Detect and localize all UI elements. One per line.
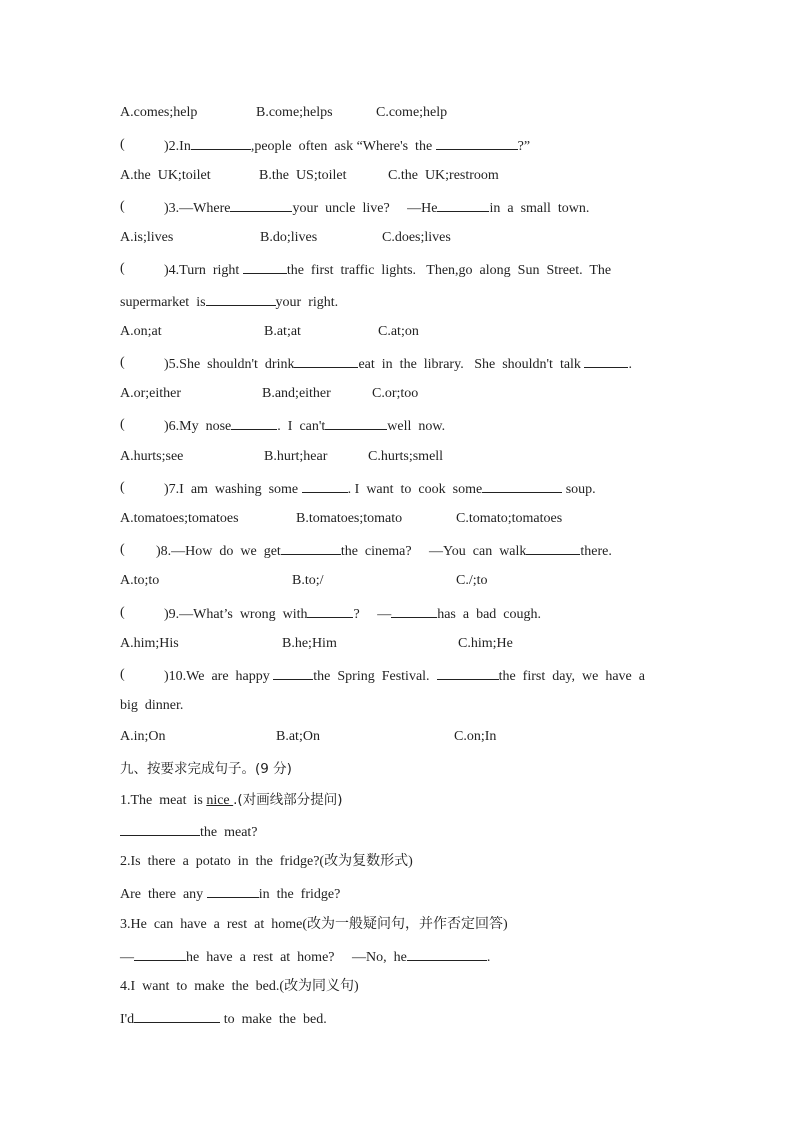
fill-blank[interactable] — [191, 136, 251, 150]
sentence-3 — [120, 916, 508, 934]
option-c: C.tomato;tomatoes — [456, 511, 563, 526]
question-10-continued — [120, 697, 184, 715]
option-c: C.at;on — [378, 324, 419, 339]
answer-paren: ( — [120, 137, 125, 152]
sentence-text: 2.Is there a potato in the fridge?(改为复数形式) — [120, 854, 413, 869]
question-text: )7.I am washing some . I want to cook some soup. — [164, 479, 596, 499]
sentence-3-answer — [120, 947, 491, 965]
answer-paren: ( — [120, 355, 125, 370]
q3-options — [120, 229, 451, 247]
sentence-2-answer — [120, 884, 341, 902]
fill-blank[interactable] — [307, 604, 353, 618]
fill-blank[interactable] — [325, 416, 387, 430]
answer-line: the meat? — [120, 822, 258, 842]
answer-paren: ( — [120, 417, 125, 432]
fill-blank[interactable] — [302, 479, 348, 493]
option-c: C.hurts;smell — [368, 449, 444, 464]
fill-blank[interactable] — [206, 292, 276, 306]
fill-blank[interactable] — [407, 947, 487, 961]
question-text: )8.—How do we get the cinema? —You can walk there. — [156, 541, 612, 561]
option-c: C.the UK;restroom — [388, 168, 499, 183]
option-c: C.or;too — [372, 386, 419, 401]
option-b: B.the US;toilet — [259, 168, 347, 183]
option-a: A.to;to — [120, 573, 160, 588]
sentence-text: 1.The meat is nice .(对画线部分提问) — [120, 792, 343, 808]
option-b: B.do;lives — [260, 230, 318, 245]
option-b: B.come;helps — [256, 105, 333, 120]
q2-options — [120, 167, 499, 185]
answer-line: I'd to make the bed. — [120, 1009, 327, 1029]
question-text: big dinner. — [120, 698, 184, 713]
fill-blank[interactable] — [437, 666, 499, 680]
fill-blank[interactable] — [120, 822, 200, 836]
option-c: C./;to — [456, 573, 488, 588]
question-8 — [120, 541, 612, 559]
question-6 — [120, 416, 446, 434]
sentence-4 — [120, 978, 359, 996]
question-text: )5.She shouldn't drink eat in the library. She shouldn't talk . — [164, 354, 632, 374]
question-4-continued — [120, 292, 339, 310]
option-b: B.to;/ — [292, 573, 324, 588]
q1-options — [120, 104, 448, 122]
sentence-text: 4.I want to make the bed.(改为同义句) — [120, 979, 359, 994]
answer-paren: ( — [120, 261, 125, 276]
option-b: B.hurt;hear — [264, 449, 328, 464]
question-7 — [120, 479, 596, 497]
question-text: )4.Turn right the first traffic lights. Then,go along Sun Street. The — [164, 260, 611, 280]
option-b: B.at;On — [276, 729, 320, 744]
q7-options — [120, 510, 563, 528]
option-c: C.him;He — [458, 636, 513, 651]
fill-blank[interactable] — [294, 354, 358, 368]
option-b: B.he;Him — [282, 636, 337, 651]
question-text: supermarket is your right. — [120, 292, 338, 312]
answer-paren: ( — [120, 667, 125, 682]
question-text: )10.We are happy the Spring Festival. the first day, we have a — [164, 666, 645, 686]
q4-options — [120, 323, 419, 341]
option-a: A.him;His — [120, 636, 179, 651]
q9-options — [120, 635, 513, 653]
question-text: )2.In ,people often ask “Where's the ?” — [164, 136, 530, 156]
answer-paren: ( — [120, 480, 125, 495]
fill-blank[interactable] — [134, 947, 186, 961]
answer-paren: ( — [120, 605, 125, 620]
answer-line: — he have a rest at home? —No, he . — [120, 947, 490, 967]
fill-blank[interactable] — [273, 666, 313, 680]
sentence-2 — [120, 853, 413, 871]
fill-blank[interactable] — [526, 541, 580, 555]
answer-line: Are there any in the fridge? — [120, 884, 340, 904]
question-text: )3.—Where your uncle live? —He in a small town. — [164, 198, 589, 218]
question-3 — [120, 198, 590, 216]
fill-blank[interactable] — [391, 604, 437, 618]
fill-blank[interactable] — [230, 198, 292, 212]
q5-options — [120, 385, 419, 403]
option-a: A.the UK;toilet — [120, 168, 211, 183]
fill-blank[interactable] — [281, 541, 341, 555]
fill-blank[interactable] — [243, 260, 287, 274]
q8-options — [120, 572, 488, 590]
sentence-4-answer — [120, 1009, 327, 1027]
answer-paren: ( — [120, 199, 125, 214]
sentence-1-answer — [120, 822, 258, 840]
fill-blank[interactable] — [437, 198, 489, 212]
option-a: A.or;either — [120, 386, 182, 401]
question-text: )9.—What’s wrong with ? — has a bad cough. — [164, 604, 541, 624]
question-10 — [120, 666, 645, 684]
option-b: B.and;either — [262, 386, 331, 401]
fill-blank[interactable] — [584, 354, 628, 368]
option-c: C.does;lives — [382, 230, 451, 245]
option-a: A.on;at — [120, 324, 162, 339]
section-title: 九、按要求完成句子。(9 分) — [120, 761, 292, 777]
question-text: )6.My nose . I can't well now. — [164, 416, 445, 436]
option-a: A.hurts;see — [120, 449, 184, 464]
option-a: A.comes;help — [120, 105, 198, 120]
fill-blank[interactable] — [231, 416, 277, 430]
option-c: C.come;help — [376, 105, 448, 120]
option-b: B.at;at — [264, 324, 301, 339]
option-a: A.in;On — [120, 729, 166, 744]
option-a: A.tomatoes;tomatoes — [120, 511, 239, 526]
fill-blank[interactable] — [207, 884, 259, 898]
sentence-text: 3.He can have a rest at home(改为一般疑问句，并作否定回答) — [120, 917, 508, 932]
question-9 — [120, 604, 542, 622]
q10-options — [120, 728, 497, 746]
q6-options — [120, 448, 444, 466]
fill-blank[interactable] — [436, 136, 518, 150]
question-2 — [120, 136, 531, 154]
fill-blank[interactable] — [134, 1009, 220, 1023]
option-a: A.is;lives — [120, 230, 174, 245]
option-c: C.on;In — [454, 729, 497, 744]
fill-blank[interactable] — [482, 479, 562, 493]
question-4 — [120, 260, 612, 278]
answer-paren: ( — [120, 542, 125, 557]
underlined-word: nice — [206, 793, 234, 808]
sentence-1 — [120, 791, 343, 809]
question-5 — [120, 354, 632, 372]
option-b: B.tomatoes;tomato — [296, 511, 403, 526]
